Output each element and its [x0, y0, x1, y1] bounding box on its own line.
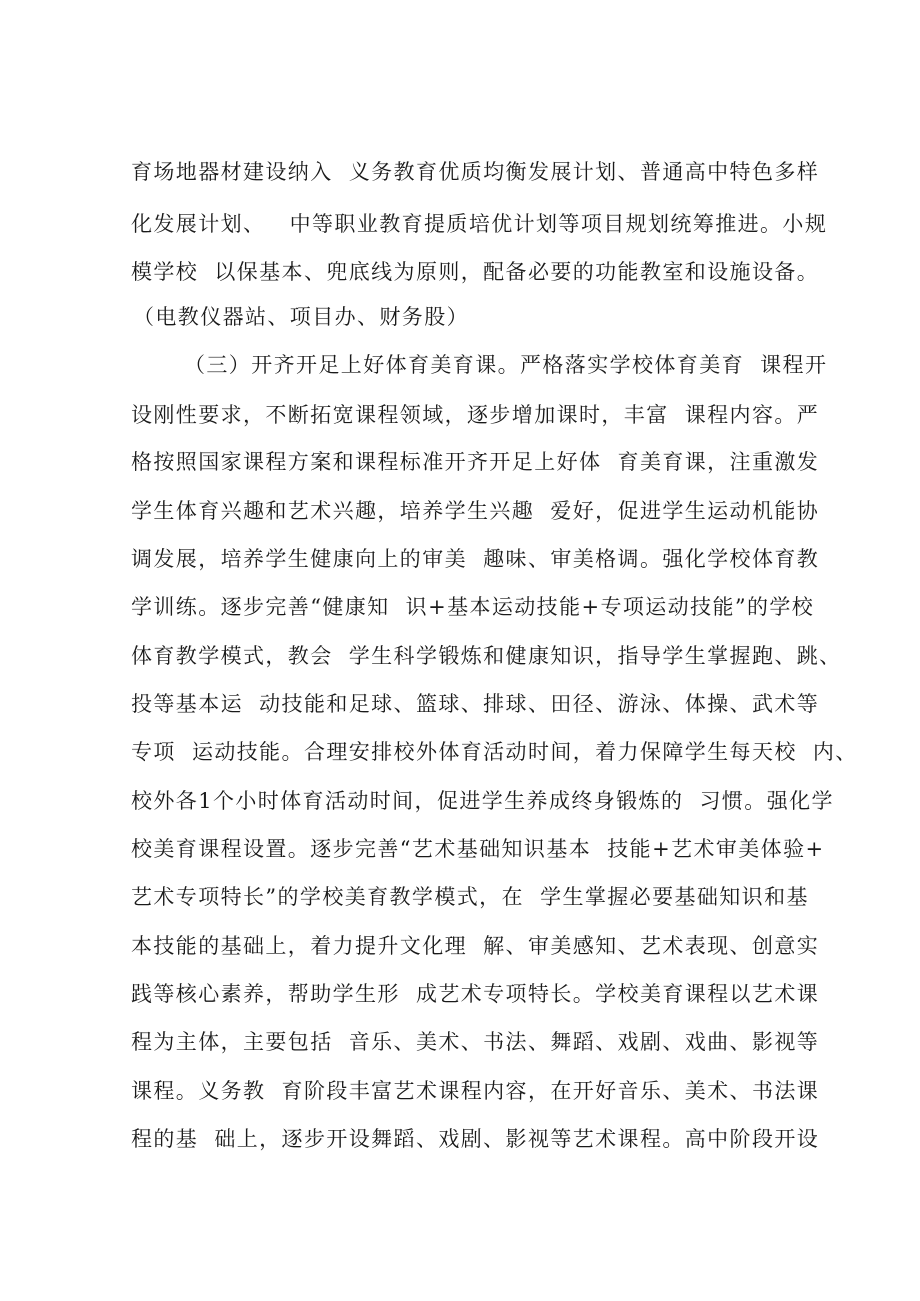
text-line: 育场地器材建设纳入 义务教育优质均衡发展计划、普通高中特色多样 [131, 160, 820, 184]
text-line: 践等核心素养，帮助学生形 成艺术专项特长。学校美育课程以艺术课 [131, 982, 820, 1006]
text-line: 程的基 础上，逐步开设舞蹈、戏剧、影视等艺术课程。高中阶段开设 [131, 1127, 820, 1151]
text-line: 学训练。逐步完善“健康知 识+基本运动技能+专项运动技能”的学校 [131, 595, 815, 619]
text-line: 模学校 以保基本、兜底线为原则，配备必要的功能教室和设施设备。 [131, 260, 820, 284]
text-line: 体育教学模式，教会 学生科学锻炼和健康知识，指导学生掌握跑、跳、 [131, 644, 842, 668]
text-line: 校外各1个小时体育活动时间，促进学生养成终身锻炼的 习惯。强化学 [131, 789, 834, 813]
text-line: 化发展计划、 中等职业教育提质培优计划等项目规划统筹推进。小规 [131, 212, 828, 236]
text-line: 艺术专项特长”的学校美育教学模式，在 学生掌握必要基础知识和基 [131, 885, 809, 909]
text-line: 调发展，培养学生健康向上的审美 趣味、审美格调。强化学校体育教 [131, 547, 820, 571]
text-line: 格按照国家课程方案和课程标准开齐开足上好体 育美育课，注重激发 [131, 450, 820, 474]
text-line: 投等基本运 动技能和足球、篮球、排球、田径、游泳、体操、武术等 [131, 692, 820, 716]
text-line: （电教仪器站、项目办、财务股） [133, 305, 469, 329]
text-line: 校美育课程设置。逐步完善“艺术基础知识基本 技能+艺术审美体验+ [131, 837, 825, 861]
text-line: 程为主体，主要包括 音乐、美术、书法、舞蹈、戏剧、戏曲、影视等 [131, 1030, 820, 1054]
text-line: 设刚性要求，不断拓宽课程领域，逐步增加课时，丰富 课程内容。严 [131, 403, 820, 427]
text-line: 本技能的基础上，着力提升文化理 解、审美感知、艺术表现、创意实 [131, 934, 820, 958]
text-line: 学生体育兴趣和艺术兴趣，培养学生兴趣 爱好，促进学生运动机能协 [131, 499, 820, 523]
section-heading-line: （三）开齐开足上好体育美育课。严格落实学校体育美育 课程开 [184, 353, 828, 377]
text-line: 课程。义务教 育阶段丰富艺术课程内容，在开好音乐、美术、书法课 [131, 1079, 820, 1103]
text-line: 专项 运动技能。合理安排校外体育活动时间，着力保障学生每天校 内、 [131, 740, 858, 764]
